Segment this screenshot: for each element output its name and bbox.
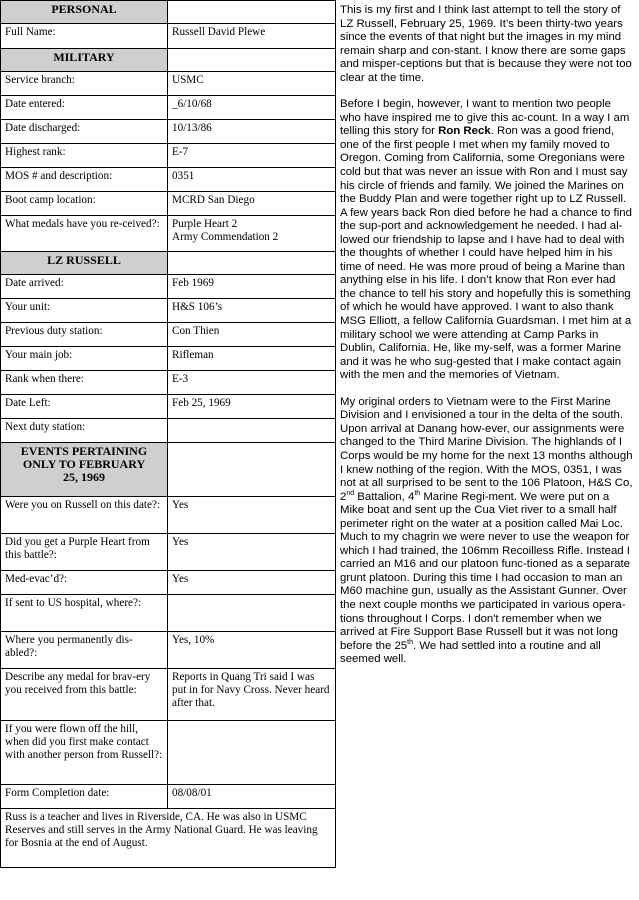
field-value — [168, 419, 336, 443]
field-value: Russell David Plewe — [168, 24, 336, 49]
field-label: Describe any medal for brav-ery you received from this battle: — [1, 669, 168, 721]
field-value: MCRD San Diego — [168, 192, 336, 216]
field-label: Highest rank: — [1, 144, 168, 168]
field-value: Yes, 10% — [168, 632, 336, 669]
field-label: If you were flown off the hill, when did you first make contact with another person from Russell?: — [1, 721, 168, 785]
field-label: Were you on Russell on this date?: — [1, 497, 168, 534]
biography-note: Russ is a teacher and lives in Riverside, CA. He was also in USMC Reserves and still serves in the Army National Guard. He was leaving for Bosnia at the end of August. — [1, 809, 336, 868]
field-label: If sent to US hospital, where?: — [1, 595, 168, 632]
field-value — [168, 721, 336, 785]
field-value: 0351 — [168, 168, 336, 192]
story-paragraph-3: My original orders to Vietnam were to the First Marine Division and I envisioned a tour in the delta of the south. Upon arrival at Danang how-ever, our assignments were changed to the Third Marine Division. The highlands of I Corps would be my home for the next 13 months although I knew nothing of the region. With the MOS, 0351, I was not at all surprised to be sent to the 106 Platoon, H&S Co, 2nd Battalion, 4th Marine Regi-ment. We were put on a Mike boat and sent up the Cua Viet river to a small half perimeter right on the water at a position called Mai Loc. Much to my chagrin we were never to use the weapon for which I had trained, the 106mm Recoilless Rifle. Instead I carried an M16 and our platoon func-tioned as a separate grunt platoon. During this time I had occasion to man an M60 machine gun, usually as the Assistant Gunner. Over the next couple months we participated in various opera-tions throughout I Corps. I don't remember when we arrived at Fire Support Base Russell but it was not long before the 25th. We had settled into a routine and all seemed well. — [340, 395, 633, 666]
field-value: Yes — [168, 571, 336, 595]
field-value: E-7 — [168, 144, 336, 168]
events-header-line-3: 25, 1969 — [63, 470, 105, 484]
section-header-lz-russell: LZ RUSSELL — [1, 252, 168, 275]
field-label: Boot camp location: — [1, 192, 168, 216]
medal-line-1: Purple Heart 2 — [172, 218, 238, 230]
field-label: Previous duty station: — [1, 323, 168, 347]
field-value: _6/10/68 — [168, 96, 336, 120]
field-value: Con Thien — [168, 323, 336, 347]
field-label: What medals have you re-ceived?: — [1, 216, 168, 252]
field-label: Med-evac’d?: — [1, 571, 168, 595]
field-label: Next duty station: — [1, 419, 168, 443]
field-label: Where you permanently dis-abled?: — [1, 632, 168, 669]
field-value — [168, 595, 336, 632]
field-value: Yes — [168, 534, 336, 571]
field-value: H&S 106’s — [168, 299, 336, 323]
field-value: USMC — [168, 72, 336, 96]
field-label: Date entered: — [1, 96, 168, 120]
events-header-line-2: ONLY TO FEBRUARY — [22, 457, 146, 471]
events-header-line-1: EVENTS PERTAINING — [20, 444, 148, 458]
section-header-personal: PERSONAL — [1, 1, 168, 24]
field-label: Did you get a Purple Heart from this battle?: — [1, 534, 168, 571]
field-value: 08/08/01 — [168, 785, 336, 809]
field-label: Date Left: — [1, 395, 168, 419]
section-header-events — [1, 443, 168, 497]
field-value — [168, 216, 336, 252]
field-label: Form Completion date: — [1, 785, 168, 809]
field-value: Yes — [168, 497, 336, 534]
field-value: Feb 1969 — [168, 275, 336, 299]
field-label: Rank when there: — [1, 371, 168, 395]
field-label: MOS # and description: — [1, 168, 168, 192]
field-label: Service branch: — [1, 72, 168, 96]
field-label: Date arrived: — [1, 275, 168, 299]
field-value: E-3 — [168, 371, 336, 395]
field-value: 10/13/86 — [168, 120, 336, 144]
field-label: Full Name: — [1, 24, 168, 49]
section-header-military: MILITARY — [1, 49, 168, 72]
field-label: Your main job: — [1, 347, 168, 371]
field-value: Reports in Quang Tri said I was put in for Navy Cross. Never heard after that. — [168, 669, 336, 721]
name-ron-reck: Ron Reck — [438, 125, 491, 138]
story-paragraph-2: Before I begin, however, I want to mention two people who have inspired me to give this ac-count. In a way I am telling this story for Ron Reck. Ron was a good friend, one of the first people I met when my family moved to Oregon. Coming from California, some Oregonians were cold but that was never an issue with Ron and I must say his circle of friends and family. We joined the Marines on the Buddy Plan and were together right up to LZ Russell. A few years back Ron died before he had a chance to find the sup-port and acknowledgement he needed. I had al-lowed our friendship to lapse and I have had to deal with the thoughts of whether I could have helped him in his time of need. He was more proud of being a Marine than anything else in his life. I don’t know that Ron ever had the chance to tell his story and hopefully this is something of which he would have approved. I want to also thank MSG Elliott, a fellow California Guardsman. I met him at a military school we were attending at Camp Parks in Dublin, California. He, like my-self, was a former Marine and it was he who sug-gested that I make contact again with the men and the memories of Vietnam. — [340, 98, 632, 382]
field-label: Your unit: — [1, 299, 168, 323]
field-value: Rifleman — [168, 347, 336, 371]
field-label: Date discharged: — [1, 120, 168, 144]
field-value: Feb 25, 1969 — [168, 395, 336, 419]
story-text — [340, 4, 633, 680]
medal-line-2: Army Commendation 2 — [172, 231, 279, 243]
story-paragraph-1: This is my first and I think last attempt to tell the story of LZ Russell, February 25, 1969. It’s been thirty-two years since the events of that night but the images in my mind remain sharp and con-stant. I know there are some gaps and misper-ceptions but that is because they were not too clear at the time. — [340, 4, 632, 84]
